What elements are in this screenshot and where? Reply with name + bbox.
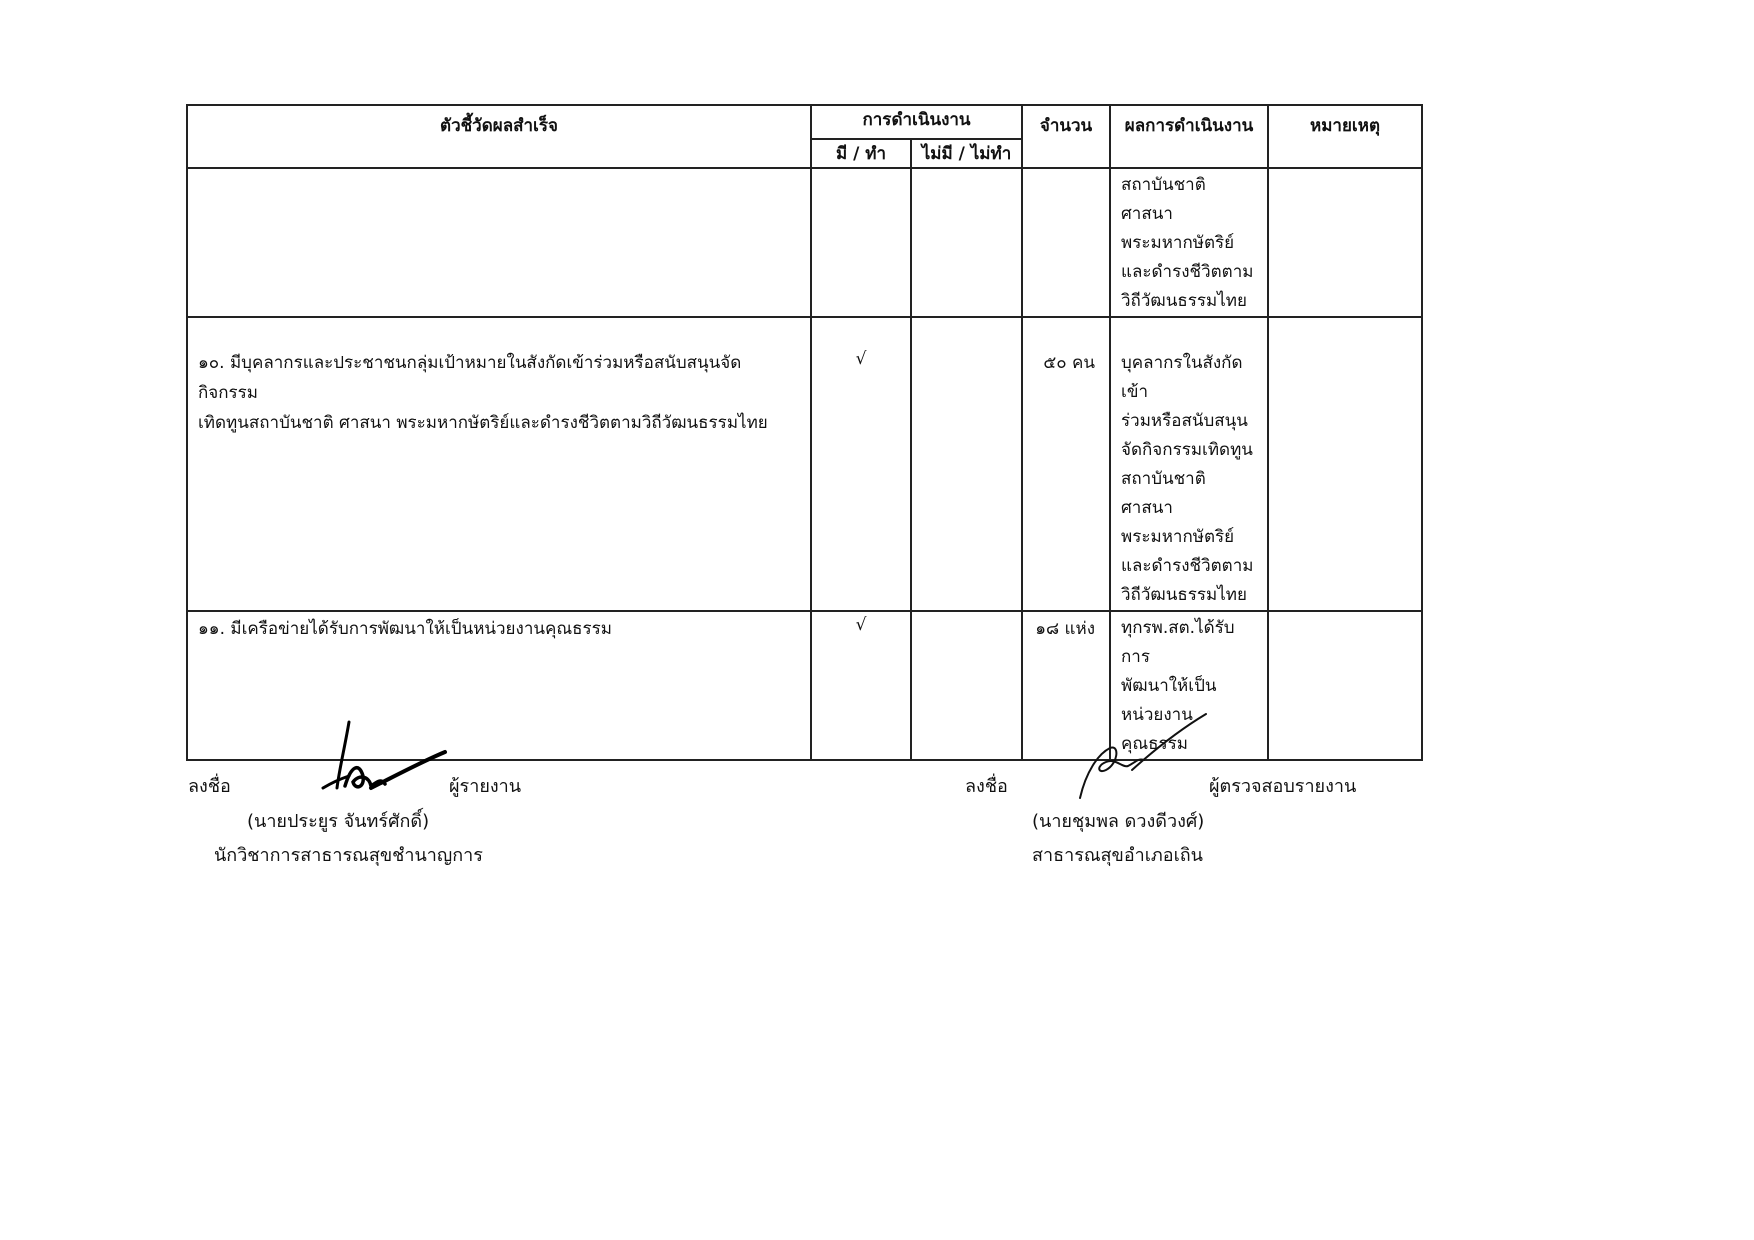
not-have-do-cell bbox=[911, 611, 1022, 760]
verifier-handwritten-signature bbox=[1072, 712, 1212, 802]
remark-cell bbox=[1268, 168, 1422, 317]
result-line: ทุกรพ.สต.ได้รับการ bbox=[1121, 618, 1235, 667]
indicator-line: ๑๐. มีบุคลากรและประชาชนกลุ่มเป้าหมายในสังกัดเข้าร่วมหรือสนับสนุนจัดกิจกรรม bbox=[198, 353, 742, 403]
table-row bbox=[187, 317, 1422, 611]
result-line: และดำรงชีวิตตาม bbox=[1121, 556, 1254, 576]
have-do-cell bbox=[811, 168, 911, 317]
not-have-do-cell bbox=[911, 317, 1022, 611]
table-header-row bbox=[187, 105, 1422, 139]
result-line: วิถีวัฒนธรรมไทย bbox=[1121, 291, 1247, 311]
remark-cell bbox=[1268, 611, 1422, 760]
reporter-name: (นายประยูร จันทร์ศักดิ์) bbox=[247, 811, 430, 832]
verifier-sign-label: ลงชื่อ bbox=[965, 776, 1008, 797]
reporter-handwritten-signature bbox=[315, 716, 455, 798]
have-do-cell: √ bbox=[811, 317, 911, 611]
not-have-do-cell bbox=[911, 168, 1022, 317]
amount-cell: ๕๐ คน bbox=[1022, 317, 1110, 611]
amount-cell bbox=[1022, 168, 1110, 317]
indicator-cell bbox=[187, 168, 811, 317]
result-cell bbox=[1110, 168, 1268, 317]
verifier-position: สาธารณสุขอำเภอเถิน bbox=[1032, 845, 1203, 866]
remark-cell bbox=[1268, 317, 1422, 611]
reporter-role-label: ผู้รายงาน bbox=[449, 776, 522, 797]
header-result: ผลการดำเนินงาน bbox=[1110, 105, 1268, 168]
verifier-name: (นายชุมพล ดวงดีวงศ์) bbox=[1032, 811, 1205, 832]
verifier-role-label: ผู้ตรวจสอบรายงาน bbox=[1209, 776, 1357, 797]
result-line: จัดกิจกรรมเทิดทูน bbox=[1121, 440, 1253, 460]
result-line: พระมหากษัตริย์ bbox=[1121, 233, 1235, 253]
indicator-cell bbox=[187, 317, 811, 611]
performance-indicator-table bbox=[186, 104, 1423, 761]
reporter-position: นักวิชาการสาธารณสุขชำนาญการ bbox=[214, 845, 483, 866]
result-line: และดำรงชีวิตตาม bbox=[1121, 262, 1254, 282]
header-amount: จำนวน bbox=[1022, 105, 1110, 168]
result-cell bbox=[1110, 317, 1268, 611]
header-have-do: มี / ทำ bbox=[811, 139, 911, 168]
result-line: พระมหากษัตริย์ bbox=[1121, 527, 1235, 547]
result-line: หน่วยงานคุณธรรม bbox=[1121, 705, 1193, 754]
result-line: สถาบันชาติ ศาสนา bbox=[1121, 469, 1206, 518]
result-line: ร่วมหรือสนับสนุน bbox=[1121, 411, 1248, 431]
indicator-line: เทิดทูนสถาบันชาติ ศาสนา พระมหากษัตริย์และดำรงชีวิตตามวิถีวัฒนธรรมไทย bbox=[198, 413, 768, 433]
header-operation: การดำเนินงาน bbox=[811, 105, 1022, 139]
header-indicator: ตัวชี้วัดผลสำเร็จ bbox=[187, 105, 811, 168]
header-remark: หมายเหตุ bbox=[1268, 105, 1422, 168]
result-line: พัฒนาให้เป็น bbox=[1121, 676, 1217, 696]
indicator-cell: ๑๑. มีเครือข่ายได้รับการพัฒนาให้เป็นหน่วยงานคุณธรรม bbox=[187, 611, 811, 760]
result-line: สถาบันชาติ ศาสนา bbox=[1121, 175, 1206, 224]
table-row bbox=[187, 168, 1422, 317]
reporter-sign-label: ลงชื่อ bbox=[188, 776, 231, 797]
header-not-have-do: ไม่มี / ไม่ทำ bbox=[911, 139, 1022, 168]
result-line: วิถีวัฒนธรรมไทย bbox=[1121, 585, 1247, 605]
amount-cell: ๑๘ แห่ง bbox=[1022, 611, 1110, 760]
have-do-cell: √ bbox=[811, 611, 911, 760]
result-line: บุคลากรในสังกัดเข้า bbox=[1121, 353, 1243, 402]
